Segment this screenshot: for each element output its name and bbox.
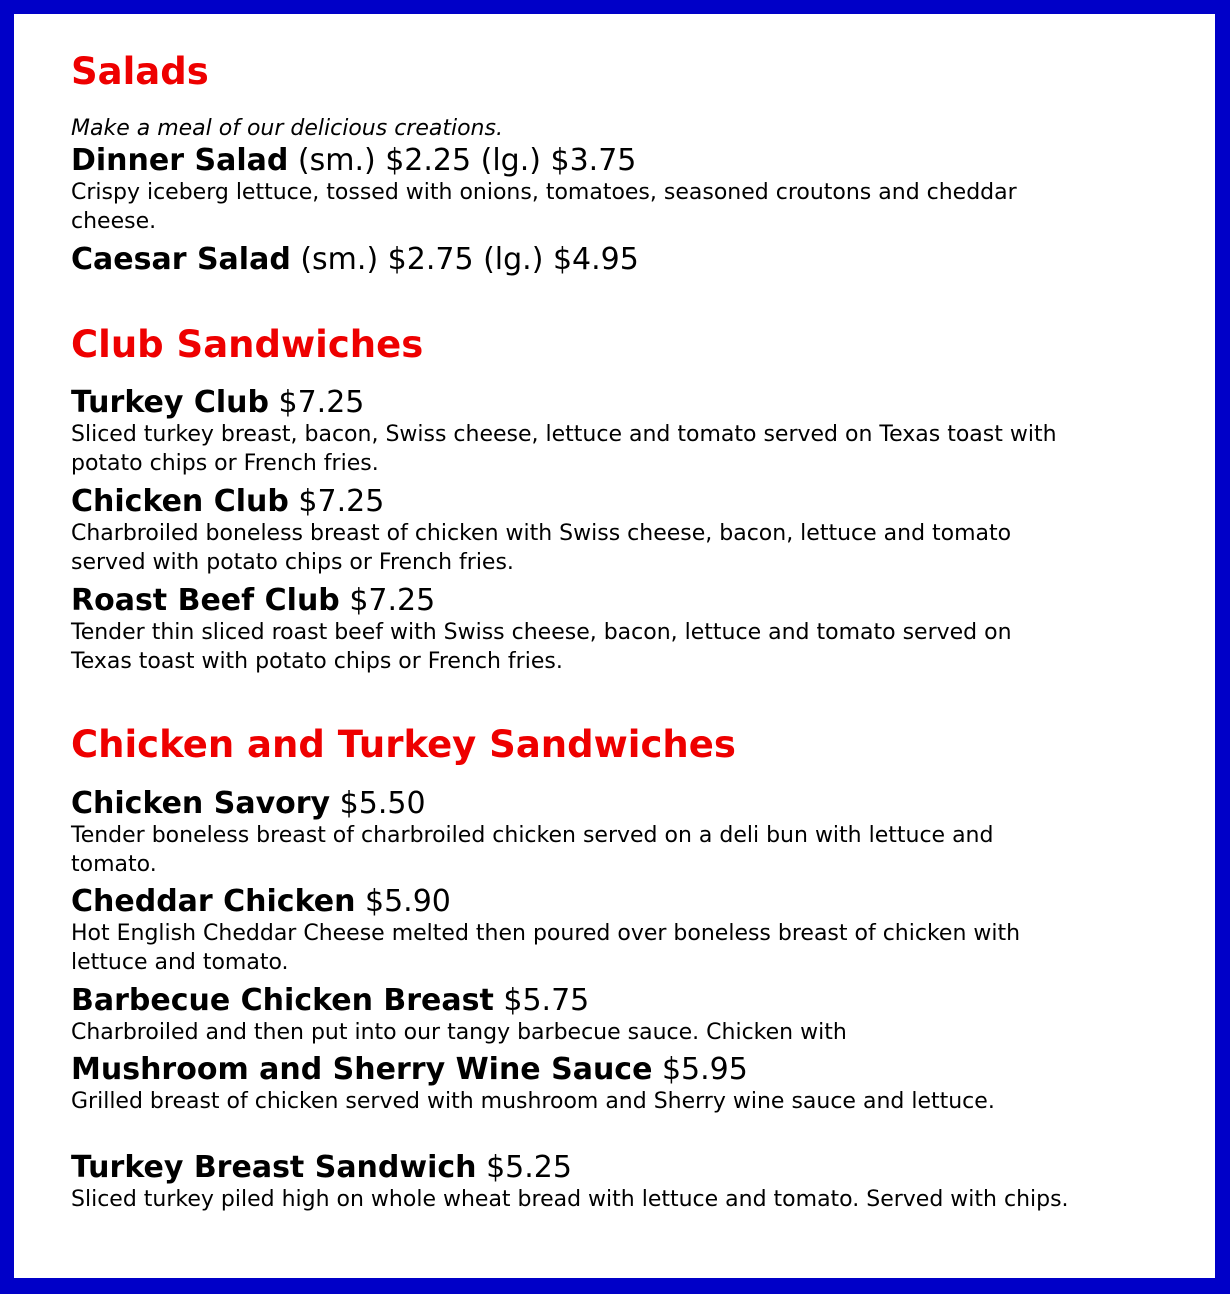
item-name: Cheddar Chicken — [71, 884, 356, 919]
salads-intro: Make a meal of our delicious creations. — [71, 116, 503, 141]
item-price: (sm.) $2.75 (lg.) $4.95 — [290, 242, 639, 277]
salads-section — [71, 50, 1071, 94]
item-description: Tender boneless breast of charbroiled chicken served on a deli bun with lettuce and tomato. — [71, 823, 994, 877]
item-price: $5.90 — [355, 884, 451, 919]
item-description: Charbroiled and then put into our tangy barbecue sauce. Chicken with — [71, 1020, 847, 1045]
menu-item — [71, 485, 1071, 577]
item-price: (sm.) $2.25 (lg.) $3.75 — [288, 143, 637, 178]
menu-item — [71, 984, 1071, 1047]
menu-item — [71, 144, 1071, 236]
item-name: Chicken Club — [71, 484, 289, 519]
menu-item — [71, 584, 1071, 676]
item-description: Hot English Cheddar Cheese melted then poured over boneless breast of chicken with lettuce and tomato. — [71, 921, 1021, 975]
item-price: $7.25 — [268, 385, 365, 420]
section-title-club-sandwiches: Club Sandwiches — [71, 323, 424, 366]
item-description: Charbroiled boneless breast of chicken with Swiss cheese, bacon, lettuce and tomato served with potato chips or French fries. — [71, 521, 1012, 575]
item-description: Crispy iceberg lettuce, tossed with onions, tomatoes, seasoned croutons and cheddar cheese. — [71, 180, 1017, 234]
item-price: $5.25 — [476, 1150, 572, 1185]
club-sandwiches-section — [71, 323, 1071, 367]
menu-item — [71, 1053, 1071, 1116]
item-name: Roast Beef Club — [71, 583, 340, 618]
item-price: $5.95 — [652, 1052, 748, 1087]
item-description: Sliced turkey breast, bacon, Swiss cheese, lettuce and tomato served on Texas toast with potato chips or French fries. — [71, 422, 1057, 476]
section-title-salads: Salads — [71, 50, 209, 93]
menu-item — [71, 787, 1071, 879]
menu-item — [71, 1151, 1071, 1214]
chicken-turkey-section — [71, 723, 1071, 767]
item-name: Mushroom and Sherry Wine Sauce — [71, 1052, 653, 1087]
menu-page — [14, 14, 1215, 1278]
item-name: Turkey Club — [71, 385, 269, 420]
item-description: Grilled breast of chicken served with mushroom and Sherry wine sauce and lettuce. — [71, 1089, 995, 1114]
menu-item — [71, 243, 1071, 277]
section-title-chicken-turkey: Chicken and Turkey Sandwiches — [71, 723, 736, 766]
item-price: $5.50 — [330, 786, 426, 821]
menu-item — [71, 885, 1071, 977]
item-price: $5.75 — [493, 983, 590, 1018]
item-name: Dinner Salad — [71, 143, 289, 178]
item-name: Barbecue Chicken Breast — [71, 983, 494, 1018]
item-description: Sliced turkey piled high on whole wheat bread with lettuce and tomato. Served with chips. — [71, 1187, 1069, 1212]
item-name: Caesar Salad — [71, 242, 291, 277]
menu-item — [71, 386, 1071, 478]
item-price: $7.25 — [288, 484, 385, 519]
item-price: $7.25 — [339, 583, 436, 618]
item-name: Turkey Breast Sandwich — [71, 1150, 477, 1185]
item-description: Tender thin sliced roast beef with Swiss cheese, bacon, lettuce and tomato served on Texas toast with potato chips or French fries. — [71, 620, 1012, 674]
item-name: Chicken Savory — [71, 786, 331, 821]
